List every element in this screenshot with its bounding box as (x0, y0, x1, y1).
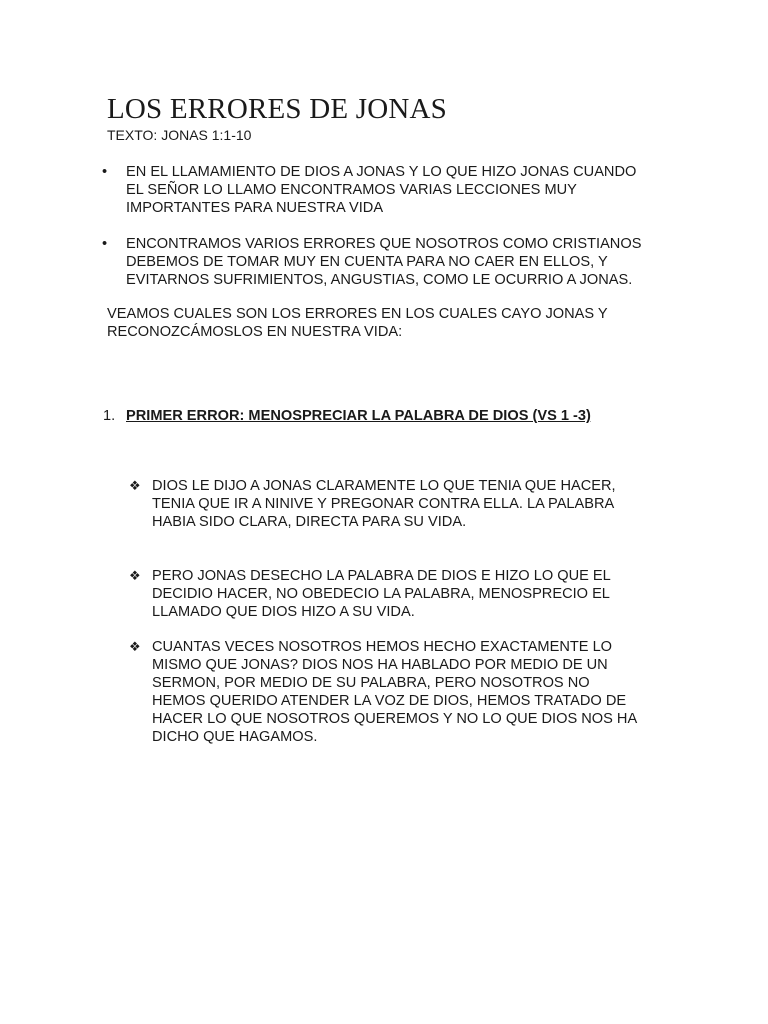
diamond-bullet-icon: ❖ (129, 639, 141, 654)
text-line: EL SEÑOR LO LLAMO ENCONTRAMOS VARIAS LECCIONES MUY (126, 182, 577, 198)
text-line: HEMOS QUERIDO ATENDER LA VOZ DE DIOS, HEMOS TRATADO DE (152, 693, 627, 709)
diamond-bullet-icon: ❖ (129, 568, 141, 583)
intro-bullet-text (126, 235, 662, 289)
text-line: PERO JONAS DESECHO LA PALABRA DE DIOS E HIZO LO QUE EL (152, 568, 611, 584)
text-line: LLAMADO QUE DIOS HIZO A SU VIDA. (152, 604, 415, 620)
section-point-item (129, 638, 669, 746)
text-line: HABIA SIDO CLARA, DIRECTA PARA SU VIDA. (152, 514, 467, 530)
section-point-item (129, 567, 669, 621)
bullet-dot-icon: • (102, 164, 108, 180)
text-line: DIOS LE DIJO A JONAS CLARAMENTE LO QUE TENIA QUE HACER, (152, 478, 616, 494)
section-point-text (152, 477, 616, 531)
text-line: VEAMOS CUALES SON LOS ERRORES EN LOS CUALES CAYO JONAS Y (107, 306, 608, 322)
document-subtitle: TEXTO: JONAS 1:1-10 (107, 127, 252, 143)
text-line: MISMO QUE JONAS? DIOS NOS HA HABLADO POR MEDIO DE UN (152, 657, 608, 673)
text-line: EN EL LLAMAMIENTO DE DIOS A JONAS Y LO QUE HIZO JONAS CUANDO (126, 164, 637, 180)
text-line: HACER LO QUE NOSOTROS QUEREMOS Y NO LO QUE DIOS NOS HA (152, 711, 638, 727)
intro-bullet-item (102, 235, 662, 289)
text-line: ENCONTRAMOS VARIOS ERRORES QUE NOSOTROS COMO CRISTIANOS (126, 236, 642, 252)
document-title: LOS ERRORES DE JONAS (107, 93, 447, 125)
section-point-item (129, 477, 669, 531)
text-line: DICHO QUE HAGAMOS. (152, 729, 318, 745)
text-line: TENIA QUE IR A NINIVE Y PREGONAR CONTRA ELLA. LA PALABRA (152, 496, 615, 512)
section-1-heading-row (103, 407, 591, 425)
veamos-paragraph (107, 305, 667, 341)
section-point-text (152, 638, 637, 746)
text-line: RECONOZCÁMOSLOS EN NUESTRA VIDA: (107, 324, 403, 340)
diamond-bullet-icon: ❖ (129, 478, 141, 493)
section-point-text (152, 567, 611, 621)
section-number: 1. (103, 408, 116, 424)
text-line: DECIDIO HACER, NO OBEDECIO LA PALABRA, MENOSPRECIO EL (152, 586, 610, 602)
intro-bullet-text (126, 163, 662, 217)
text-line: DEBEMOS DE TOMAR MUY EN CUENTA PARA NO CAER EN ELLOS, Y (126, 254, 608, 270)
text-line: EVITARNOS SUFRIMIENTOS, ANGUSTIAS, COMO LE OCURRIO A JONAS. (126, 272, 633, 288)
section-heading: PRIMER ERROR: MENOSPRECIAR LA PALABRA DE DIOS (VS 1 -3) (126, 408, 591, 424)
text-line: SERMON, POR MEDIO DE SU PALABRA, PERO NOSOTROS NO (152, 675, 590, 691)
text-line: CUANTAS VECES NOSOTROS HEMOS HECHO EXACTAMENTE LO (152, 639, 613, 655)
bullet-dot-icon: • (102, 236, 108, 252)
text-line: IMPORTANTES PARA NUESTRA VIDA (126, 200, 384, 216)
intro-bullet-item (102, 163, 662, 217)
